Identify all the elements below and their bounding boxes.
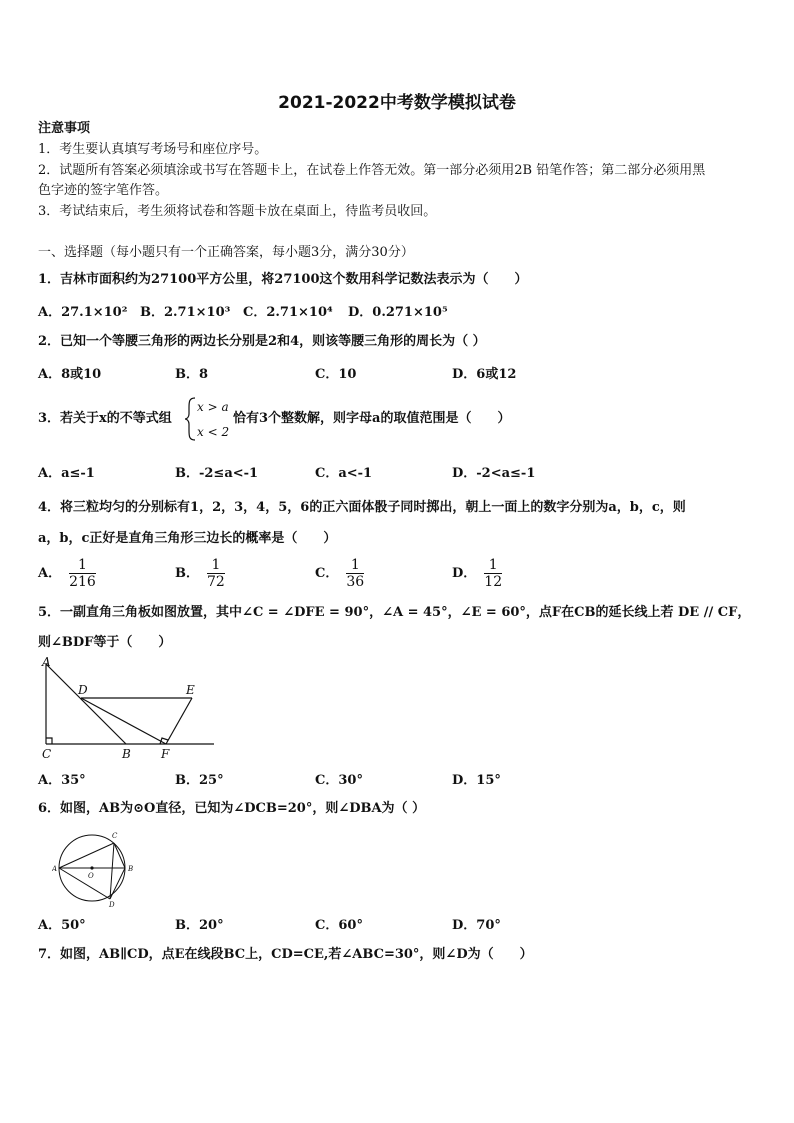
- question-3-stem-pre: 3．若关于x的不等式组: [38, 411, 172, 426]
- q4-option-d-label: D．: [452, 566, 477, 581]
- label-D: D: [109, 901, 115, 908]
- q4-option-d: [452, 557, 502, 590]
- question-6-options: [38, 914, 758, 932]
- q4-option-d-fraction: [484, 557, 502, 590]
- section-heading: 一、选择题（每小题只有一个正确答案，每小题3分，满分30分）: [38, 245, 414, 260]
- q3-option-a: A．a≤-1: [38, 466, 95, 481]
- q4-option-a: [38, 557, 96, 590]
- fraction-denominator: 12: [484, 574, 503, 590]
- question-5-stem-line2: 则∠BDF等于（ ）: [38, 635, 172, 650]
- q5-option-d: D．15°: [452, 773, 501, 788]
- q4-option-b-fraction: [207, 557, 225, 590]
- q6-option-d: D．70°: [452, 918, 501, 933]
- question-3-options: [38, 462, 758, 480]
- fraction-numerator: 1: [346, 557, 364, 574]
- fraction-numerator: 1: [207, 557, 225, 574]
- label-E: E: [186, 683, 195, 697]
- question-6-stem: 6．如图，AB为⊙O直径，已知为∠DCB=20°，则∠DBA为（ ）: [38, 801, 426, 816]
- q3-option-d: D．-2<a≤-1: [452, 466, 536, 481]
- inequality-brace: [183, 396, 197, 442]
- question-4-options: [38, 557, 758, 593]
- q1-option-c: C．2.71×10⁴: [243, 305, 333, 320]
- inequality-1: x > a: [197, 400, 229, 414]
- q3-option-b: B．-2≤a<-1: [175, 466, 259, 481]
- question-1-stem: 1．吉林市面积约为27100平方公里，将27100这个数用科学记数法表示为（ ）: [38, 272, 528, 287]
- q6-option-a: A．50°: [38, 918, 86, 933]
- question-4-stem-line2: a，b，c正好是直角三角形三边长的概率是（ ）: [38, 531, 337, 546]
- q4-option-a-label: A．: [38, 566, 62, 581]
- q5-option-b: B．25°: [175, 773, 224, 788]
- q4-option-b: [175, 557, 225, 590]
- fraction-denominator: 72: [207, 574, 225, 590]
- q1-option-b: B．2.71×10³: [140, 305, 231, 320]
- question-2-stem: 2．已知一个等腰三角形的两边长分别是2和4，则该等腰三角形的周长为（ ）: [38, 334, 486, 349]
- inequality-2: x < 2: [197, 425, 230, 439]
- q5-option-a: A．35°: [38, 773, 86, 788]
- label-A: A: [52, 865, 58, 873]
- notice-item-3: 3．考试结束后，考生须将试卷和答题卡放在桌面上，待监考员收回。: [38, 204, 437, 219]
- q4-option-b-label: B．: [175, 566, 199, 581]
- question-4-stem-line1: 4．将三粒均匀的分别标有1，2，3，4，5，6的正六面体骰子同时掷出，朝上一面上的数字分别为a，b，c，则: [38, 500, 686, 515]
- label-C: C: [42, 747, 52, 761]
- question-5-options: [38, 769, 758, 787]
- q4-option-c-fraction: [346, 557, 364, 590]
- q2-option-b: B．8: [175, 367, 209, 382]
- question-1-options: [38, 301, 758, 319]
- q6-option-b: B．20°: [175, 918, 224, 933]
- q4-option-c-label: C．: [315, 566, 339, 581]
- label-O: O: [88, 872, 94, 880]
- question-7-stem: 7．如图，AB∥CD，点E在线段BC上，CD=CE,若∠ABC=30°，则∠D为（ ）: [38, 947, 533, 962]
- triangle-figure: [36, 654, 218, 762]
- q1-option-d: D．0.271×10⁵: [348, 305, 448, 320]
- q4-option-c: [315, 557, 364, 590]
- fraction-denominator: 36: [346, 574, 365, 590]
- fraction-denominator: 216: [69, 574, 96, 590]
- label-F: F: [161, 747, 170, 761]
- q2-option-c: C．10: [315, 367, 357, 382]
- page-title: 2021-2022中考数学模拟试卷: [278, 93, 516, 113]
- notice-item-2: 2．试题所有答案必须填涂或书写在答题卡上，在试卷上作答无效。第一部分必须用2B 铅笔作答；第二部分必须用黑: [38, 163, 706, 178]
- label-B: B: [122, 747, 131, 761]
- q4-option-a-fraction: [69, 557, 96, 590]
- q2-option-a: A．8或10: [38, 367, 102, 382]
- notice-item-1: 1．考生要认真填写考场号和座位序号。: [38, 142, 268, 157]
- q1-option-a: A．27.1×10²: [38, 305, 128, 320]
- label-A: A: [42, 655, 51, 669]
- fraction-numerator: 1: [484, 557, 502, 574]
- label-C: C: [112, 832, 118, 840]
- question-5-stem-line1: 5．一副直角三角板如图放置，其中∠C = ∠DFE = 90°，∠A = 45°，∠E = 60°，点F在CB的延长线上若 DE // CF，: [38, 605, 751, 620]
- notice-heading: 注意事项: [38, 121, 91, 136]
- q6-option-c: C．60°: [315, 918, 363, 933]
- circle-figure: [52, 826, 140, 908]
- question-2-options: [38, 363, 758, 381]
- q2-option-d: D．6或12: [452, 367, 517, 382]
- notice-item-2-cont: 色字迹的签字笔作答。: [38, 183, 169, 198]
- label-B: B: [128, 865, 134, 873]
- question-3-stem-post: 恰有3个整数解，则字母a的取值范围是（ ）: [233, 411, 511, 426]
- q3-option-c: C．a<-1: [315, 466, 373, 481]
- q5-option-c: C．30°: [315, 773, 363, 788]
- fraction-numerator: 1: [69, 557, 96, 574]
- label-D: D: [78, 683, 88, 697]
